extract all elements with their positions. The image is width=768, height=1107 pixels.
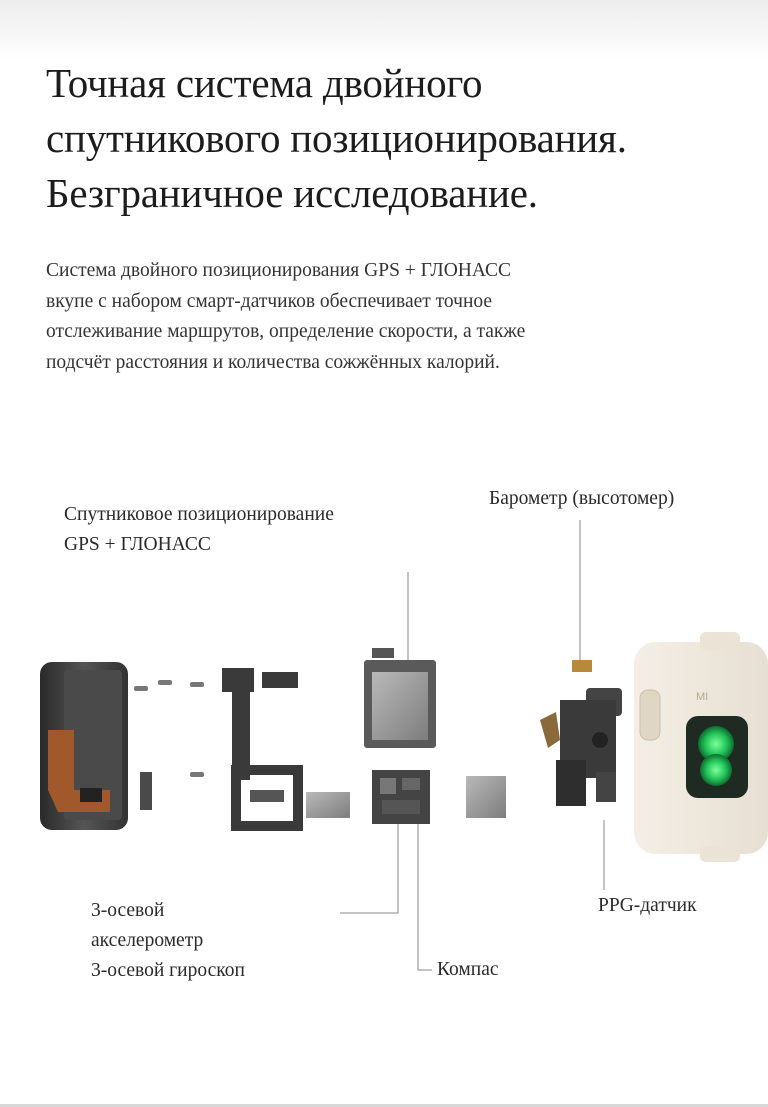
label-accel-line: 3-осевой [91,900,165,921]
label-ppg-sensor: PPG-датчик [598,895,697,916]
label-gps-line: Спутниковое позиционирование [64,504,334,525]
label-accelerometer-gyroscope [91,896,245,986]
screws [134,680,204,810]
label-gps-line: GPS + ГЛОНАСС [64,534,211,555]
description-line: Система двойного позиционирования GPS + ГЛОНАСС [46,260,511,281]
brand-mark: MI [696,691,709,703]
frame-bracket [222,668,298,826]
headline-line: Точная система двойного [46,60,483,106]
headline-line: Безграничное исследование. [46,170,538,216]
watch-shell [634,632,768,862]
label-barometer: Барометр (высотомер) [489,488,675,509]
label-accel-line: акселерометр [91,930,204,951]
description-line: отслеживание маршрутов, определение скорости, а также [46,321,526,342]
label-accel-line: 3-осевой гироскоп [91,960,245,981]
battery-pack [40,662,128,830]
leader-compass [418,808,432,970]
gps-module [364,648,436,748]
barometer-assembly [540,660,622,806]
shield-plate [466,776,506,818]
description-line: подсчёт расстояния и количества сожжённых калорий. [46,351,500,373]
sensor-board [372,770,430,824]
label-compass: Компас [437,959,499,980]
label-gps [64,500,334,560]
small-block [306,792,350,818]
description-line: вкупе с набором смарт-датчиков обеспечивает точное [46,290,493,312]
headline-line: спутникового позиционирования. [46,115,627,161]
